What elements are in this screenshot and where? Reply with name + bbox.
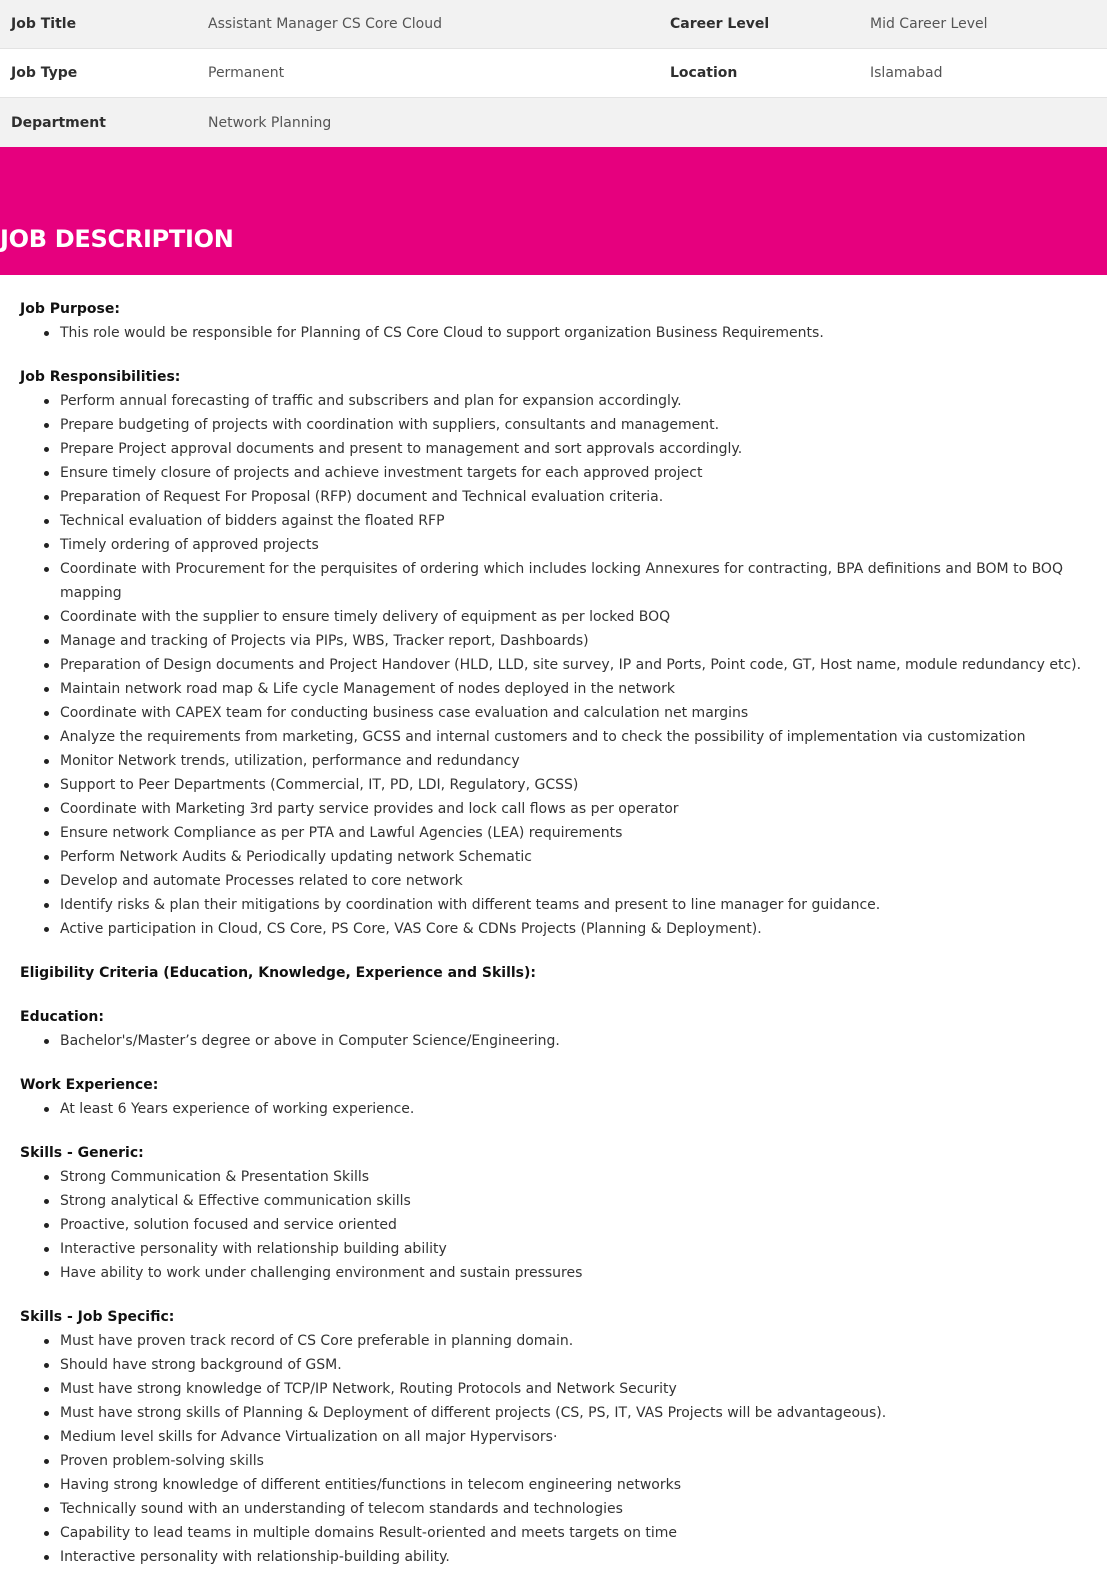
section-title-experience: Work Experience: [20,1077,159,1093]
department-label: Department [11,114,106,131]
details-row-department [0,98,1107,147]
details-row-type [0,49,1107,98]
details-row-title [0,0,1107,49]
department-value: Network Planning [208,114,332,131]
purpose-list [20,321,1087,345]
job-description-heading: JOB DESCRIPTION [0,225,234,253]
list-item: Strong Communication & Presentation Skills [60,1165,1087,1189]
list-item: Ensure network Compliance as per PTA and Lawful Agencies (LEA) requirements [60,821,1087,845]
list-item: Preparation of Request For Proposal (RFP) document and Technical evaluation criteria. [60,485,1087,509]
list-item: Capability to lead teams in multiple domains Result-oriented and meets targets on time [60,1521,1087,1545]
list-item: Perform Network Audits & Periodically updating network Schematic [60,845,1087,869]
list-item: Coordinate with Marketing 3rd party service provides and lock call flows as per operator [60,797,1087,821]
list-item: Develop and automate Processes related to core network [60,869,1087,893]
list-item: Support to Peer Departments (Commercial, IT, PD, LDI, Regulatory, GCSS) [60,773,1087,797]
job-description-banner [0,147,1107,275]
section-title-skills-generic: Skills - Generic: [20,1145,144,1161]
list-item: Monitor Network trends, utilization, performance and redundancy [60,749,1087,773]
section-title-skills-specific: Skills - Job Specific: [20,1309,175,1325]
list-item: Must have strong knowledge of TCP/IP Network, Routing Protocols and Network Security [60,1377,1087,1401]
list-item: Proven problem-solving skills [60,1449,1087,1473]
career-level-label: Career Level [670,16,770,32]
list-item: Identify risks & plan their mitigations by coordination with different teams and present to line manager for guidance. [60,893,1087,917]
list-item: Interactive personality with relationship-building ability. [60,1545,1087,1569]
list-item: Medium level skills for Advance Virtualization on all major Hypervisors· [60,1425,1087,1449]
list-item: At least 6 Years experience of working experience. [60,1097,1087,1121]
job-title-value: Assistant Manager CS Core Cloud [208,16,443,32]
list-item: Interactive personality with relationship building ability [60,1237,1087,1261]
section-title-responsibilities: Job Responsibilities: [20,369,181,385]
list-item: Bachelor's/Master’s degree or above in Computer Science/Engineering. [60,1029,1087,1053]
skills-specific-list [20,1329,1087,1569]
location-value: Islamabad [870,65,943,81]
list-item: Technically sound with an understanding of telecom standards and technologies [60,1497,1087,1521]
list-item: Preparation of Design documents and Project Handover (HLD, LLD, site survey, IP and Ports, Point code, GT, Host name, module redundancy etc). [60,653,1087,677]
list-item: Analyze the requirements from marketing, GCSS and internal customers and to check the possibility of implementation via customization [60,725,1087,749]
list-item: Manage and tracking of Projects via PIPs, WBS, Tracker report, Dashboards) [60,629,1087,653]
list-item: Prepare budgeting of projects with coordination with suppliers, consultants and management. [60,413,1087,437]
job-details-table [0,0,1107,147]
list-item: Should have strong background of GSM. [60,1353,1087,1377]
list-item: This role would be responsible for Planning of CS Core Cloud to support organization Business Requirements. [60,321,1087,345]
list-item: Strong analytical & Effective communication skills [60,1189,1087,1213]
list-item: Timely ordering of approved projects [60,533,1087,557]
career-level-value: Mid Career Level [870,16,988,32]
list-item: Coordinate with Procurement for the perquisites of ordering which includes locking Annexures for contracting, BPA definitions and BOM to BOQ mapping [60,557,1087,605]
list-item: Ensure timely closure of projects and achieve investment targets for each approved project [60,461,1087,485]
list-item: Technical evaluation of bidders against the floated RFP [60,509,1087,533]
list-item: Coordinate with CAPEX team for conducting business case evaluation and calculation net margins [60,701,1087,725]
list-item: Perform annual forecasting of traffic and subscribers and plan for expansion accordingly. [60,389,1087,413]
job-description-content [0,275,1107,1569]
list-item: Maintain network road map & Life cycle Management of nodes deployed in the network [60,677,1087,701]
job-title-label: Job Title [11,16,77,32]
education-list [20,1029,1087,1053]
list-item: Proactive, solution focused and service oriented [60,1213,1087,1237]
experience-list [20,1097,1087,1121]
list-item: Must have strong skills of Planning & Deployment of different projects (CS, PS, IT, VAS Projects will be advantageous). [60,1401,1087,1425]
list-item: Must have proven track record of CS Core preferable in planning domain. [60,1329,1087,1353]
list-item: Having strong knowledge of different entities/functions in telecom engineering networks [60,1473,1087,1497]
list-item: Have ability to work under challenging environment and sustain pressures [60,1261,1087,1285]
list-item: Active participation in Cloud, CS Core, PS Core, VAS Core & CDNs Projects (Planning & Deployment). [60,917,1087,941]
job-type-value: Permanent [208,65,285,81]
job-type-label: Job Type [11,65,78,81]
section-title-purpose: Job Purpose: [20,301,120,317]
section-title-eligibility: Eligibility Criteria (Education, Knowledge, Experience and Skills): [20,965,537,981]
list-item: Coordinate with the supplier to ensure timely delivery of equipment as per locked BOQ [60,605,1087,629]
section-title-education: Education: [20,1009,104,1025]
skills-generic-list [20,1165,1087,1285]
location-label: Location [670,65,738,81]
responsibilities-list [20,389,1087,941]
list-item: Prepare Project approval documents and present to management and sort approvals accordingly. [60,437,1087,461]
